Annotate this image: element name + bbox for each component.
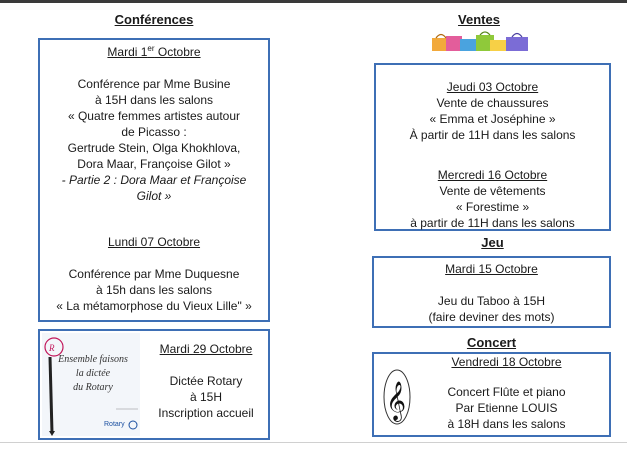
- event-date: Mardi 15 Octobre: [445, 262, 538, 276]
- vente-event-1: [376, 79, 609, 143]
- dictee-image-text: du Rotary: [73, 382, 113, 393]
- dictee-event: [144, 341, 268, 421]
- svg-text:R: R: [49, 343, 55, 353]
- concert-heading: Concert: [466, 335, 517, 350]
- event-date: Jeudi 03 Octobre: [446, 80, 539, 94]
- event-line: Conférence par Mme Duquesne: [68, 267, 240, 281]
- event-line: - Partie 2 : Dora Maar et Françoise: [61, 173, 247, 187]
- dictee-image-text: la dictée: [75, 368, 111, 379]
- jeu-heading: Jeu: [481, 235, 504, 250]
- conference-event-1: [40, 44, 268, 204]
- bottom-rule: [0, 442, 627, 443]
- event-line: à partir de 11H dans les salons: [410, 216, 575, 230]
- concert-box: [372, 352, 611, 437]
- vente-event-2: [376, 167, 609, 231]
- conference-event-2: [40, 234, 268, 314]
- event-line: Gertrude Stein, Olga Khokhlova,: [67, 141, 241, 155]
- event-date: Mardi 29 Octobre: [159, 342, 253, 356]
- event-line: Vente de chaussures: [436, 96, 549, 110]
- event-line: Concert Flûte et piano: [447, 385, 566, 399]
- rotary-label: Rotary: [104, 421, 125, 428]
- event-date: Vendredi 18 Octobre: [451, 355, 562, 369]
- svg-text:𝄞: 𝄞: [386, 381, 407, 421]
- event-date: Mardi 1er Octobre: [107, 44, 201, 59]
- dictee-box: [38, 329, 270, 440]
- event-line: à 15H: [189, 390, 223, 404]
- shopping-bags-icon: [430, 30, 534, 52]
- dictee-image: [42, 333, 140, 436]
- event-line: Par Etienne LOUIS: [455, 401, 558, 415]
- event-line: Dora Maar, Françoise Gilot »: [77, 157, 231, 171]
- event-line: « Quatre femmes artistes autour: [67, 109, 241, 123]
- event-line: à 18H dans les salons: [447, 417, 566, 431]
- event-date: Lundi 07 Octobre: [107, 235, 201, 249]
- event-line: Gilot »: [136, 189, 172, 203]
- event-line: à 15h dans les salons: [95, 283, 213, 297]
- event-line: Conférence par Mme Busine: [77, 77, 231, 91]
- event-line: Jeu du Taboo à 15H: [437, 294, 546, 308]
- event-line: À partir de 11H dans les salons: [409, 128, 576, 142]
- conferences-box: [38, 38, 270, 322]
- event-line: à 15H dans les salons: [94, 93, 214, 107]
- conferences-heading: Conférences: [114, 12, 194, 27]
- ventes-box: [374, 63, 611, 231]
- top-rule: [0, 0, 627, 3]
- jeu-event: [374, 261, 609, 325]
- event-line: Vente de vêtements: [439, 184, 546, 198]
- concert-event: [404, 354, 609, 432]
- event-line: (faire deviner des mots): [428, 310, 555, 324]
- event-line: de Picasso :: [121, 125, 187, 139]
- event-line: « Forestime »: [455, 200, 530, 214]
- event-date: Mercredi 16 Octobre: [437, 168, 548, 182]
- ventes-heading: Ventes: [458, 12, 500, 27]
- event-line: « La métamorphose du Vieux Lille" »: [56, 299, 252, 313]
- dictee-image-text: Ensemble faisons: [58, 354, 128, 365]
- event-line: « Emma et Joséphine »: [429, 112, 556, 126]
- jeu-box: [372, 256, 611, 328]
- event-line: Inscription accueil: [158, 406, 254, 420]
- event-line: Dictée Rotary: [169, 374, 243, 388]
